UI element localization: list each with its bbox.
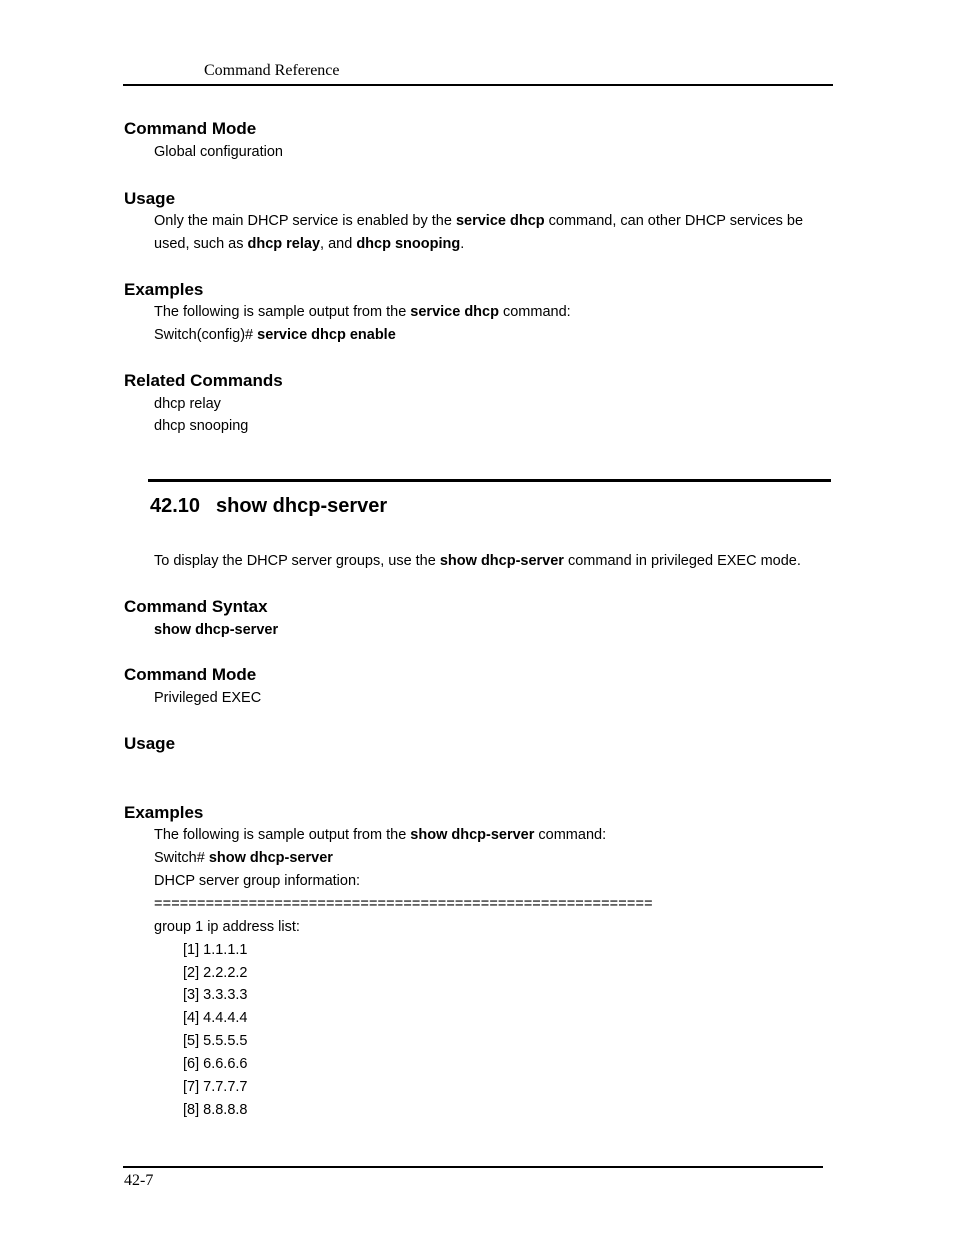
examples-intro: The following is sample output from the service dhcp command: [154,304,571,320]
output-ip-item: [6] 6.6.6.6 [183,1056,248,1072]
header-rule [123,84,833,86]
output-ip-item: [2] 2.2.2.2 [183,965,248,981]
output-ip-item: [4] 4.4.4.4 [183,1010,248,1026]
command-mode-value: Privileged EXEC [154,690,262,706]
usage-line-1: Only the main DHCP service is enabled by the service dhcp command, can other DHCP services be [154,213,804,229]
command-mode-value: Global configuration [154,144,283,160]
usage-heading: Usage [124,734,176,753]
command-mode-heading: Command Mode [124,119,257,138]
related-commands-heading: Related Commands [124,371,283,390]
page-number: 42-7 [124,1172,154,1189]
running-header: Command Reference [204,62,340,79]
example-command: Switch(config)# service dhcp enable [154,327,396,343]
output-title: DHCP server group information: [154,873,361,889]
section-title [150,495,387,518]
command-syntax-value: show dhcp-server [154,622,279,638]
section-number: 42.10 [150,495,201,517]
output-group-label: group 1 ip address list: [154,919,300,935]
example-command: Switch# show dhcp-server [154,850,333,866]
related-command-item: dhcp snooping [154,418,249,434]
examples-heading: Examples [124,803,204,822]
output-ip-item: [8] 8.8.8.8 [183,1102,248,1118]
output-ip-item: [5] 5.5.5.5 [183,1033,248,1049]
output-separator: ========================================================== [154,896,653,912]
command-mode-heading: Command Mode [124,665,257,684]
usage-heading: Usage [124,189,176,208]
examples-heading: Examples [124,280,204,299]
section-name: show dhcp-server [216,495,388,517]
output-ip-item: [1] 1.1.1.1 [183,942,248,958]
usage-line-2: used, such as dhcp relay, and dhcp snooping. [154,236,465,252]
output-ip-item: [7] 7.7.7.7 [183,1079,248,1095]
output-ip-item: [3] 3.3.3.3 [183,987,248,1003]
examples-intro: The following is sample output from the show dhcp-server command: [154,827,607,843]
section-intro: To display the DHCP server groups, use the show dhcp-server command in privileged EXEC mode. [154,553,801,569]
footer-rule [123,1166,823,1168]
section-rule [148,479,831,482]
command-syntax-heading: Command Syntax [124,597,268,616]
related-command-item: dhcp relay [154,396,221,412]
